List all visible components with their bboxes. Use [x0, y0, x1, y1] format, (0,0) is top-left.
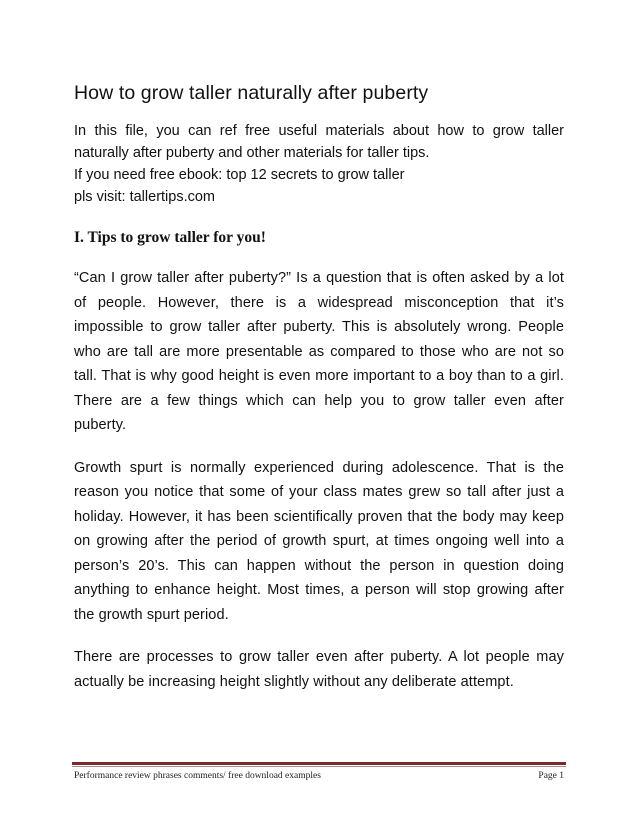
section-heading: I. Tips to grow taller for you! — [74, 229, 266, 246]
paragraph-2: Growth spurt is normally experienced during adolescence. That is the reason you notice that some of your class mates grew so tall after just a holiday. However, it has been scientifically proven that the body may keep on growing after the period of growth spurt, at times ongoing well into a person’s 20’s. This can happen without the person in question doing anything to enhance height. Most times, a person will stop growing after the growth spurt period. — [74, 459, 564, 623]
visit-note: pls visit: tallertips.com — [74, 189, 216, 205]
ebook-note: If you need free ebook: top 12 secrets to grow taller — [74, 167, 405, 183]
footer-rule — [72, 762, 566, 765]
intro-text: In this file, you can ref free useful materials about how to grow taller naturally after puberty and other materials for taller tips. — [74, 123, 564, 161]
intro-block — [74, 120, 564, 208]
page-number: Page 1 — [538, 771, 564, 781]
footer-caption: Performance review phrases comments/ free download examples — [74, 771, 321, 781]
paragraph-1: “Can I grow taller after puberty?” Is a question that is often asked by a lot of people. However, there is a widespread misconception that it’s impossible to grow taller after puberty. This is absolutely wrong. People who are tall are more presentable as compared to those who are not so tall. That is why good height is even more important to a boy than to a girl. There are a few things which can help you to grow taller even after puberty. — [74, 270, 564, 433]
footer-rule-thin — [72, 766, 566, 767]
paragraph-3: There are processes to grow taller even after puberty. A lot people may actually be increasing height slightly without any deliberate attempt. — [74, 649, 564, 690]
document-title: How to grow taller naturally after puberty — [74, 82, 429, 104]
page-content — [74, 78, 564, 712]
